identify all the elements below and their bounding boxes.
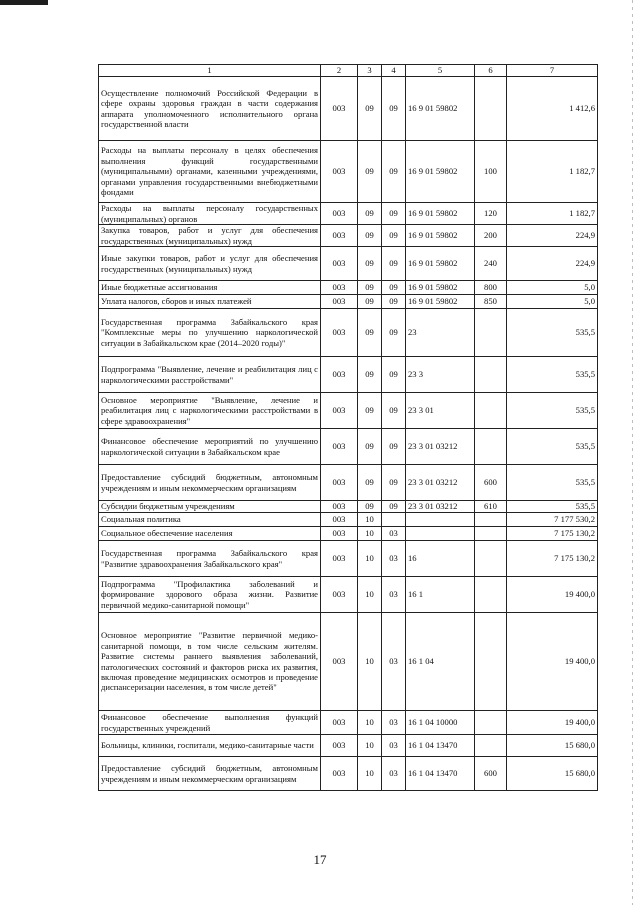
header-row bbox=[99, 65, 598, 77]
row-grbs: 003 bbox=[321, 295, 358, 309]
table-row bbox=[99, 281, 598, 295]
row-section: 10 bbox=[358, 527, 382, 541]
row-amount: 1 182,7 bbox=[507, 203, 598, 225]
row-expense-type bbox=[475, 429, 507, 465]
column-header: 4 bbox=[382, 65, 406, 77]
row-name: Подпрограмма "Профилактика заболеваний и формирование здорового образа жизни. Развитие первичной медико-санитарной помощи" bbox=[99, 577, 321, 613]
row-name: Государственная программа Забайкальского края "Развитие здравоохранения Забайкальского края" bbox=[99, 541, 321, 577]
row-target-article: 23 3 01 03212 bbox=[406, 465, 475, 501]
row-grbs: 003 bbox=[321, 613, 358, 711]
column-header: 6 bbox=[475, 65, 507, 77]
row-section: 09 bbox=[358, 247, 382, 281]
row-section: 10 bbox=[358, 711, 382, 735]
row-name: Основное мероприятие "Развитие первичной медико-санитарной помощи, в том числе сельским жителям. Развитие системы раннего выявления заболеваний, патологических состояний и факторов риска их развития, включая проведение медицинских осмотров и проведение диспансеризации населения, в том числе детей" bbox=[99, 613, 321, 711]
row-grbs: 003 bbox=[321, 513, 358, 527]
row-target-article: 16 1 04 10000 bbox=[406, 711, 475, 735]
row-name: Расходы на выплаты персоналу в целях обеспечения выполнения функций государственными (муниципальными) органами, казенными учреждениями, органами управления государственными внебюджетными фондами bbox=[99, 141, 321, 203]
row-amount: 5,0 bbox=[507, 281, 598, 295]
row-expense-type bbox=[475, 541, 507, 577]
row-subsection: 09 bbox=[382, 309, 406, 357]
table-row bbox=[99, 141, 598, 203]
column-header: 7 bbox=[507, 65, 598, 77]
row-grbs: 003 bbox=[321, 141, 358, 203]
table-row bbox=[99, 309, 598, 357]
row-expense-type: 100 bbox=[475, 141, 507, 203]
row-subsection: 03 bbox=[382, 711, 406, 735]
row-section: 10 bbox=[358, 613, 382, 711]
row-amount: 535,5 bbox=[507, 501, 598, 513]
table-row bbox=[99, 393, 598, 429]
row-subsection: 09 bbox=[382, 465, 406, 501]
row-expense-type: 610 bbox=[475, 501, 507, 513]
table-row bbox=[99, 527, 598, 541]
table-row bbox=[99, 757, 598, 791]
row-grbs: 003 bbox=[321, 757, 358, 791]
row-amount: 15 680,0 bbox=[507, 757, 598, 791]
row-target-article: 16 bbox=[406, 541, 475, 577]
row-section: 10 bbox=[358, 577, 382, 613]
row-name: Предоставление субсидий бюджетным, автономным учреждениям и иным некоммерческим организациям bbox=[99, 757, 321, 791]
table-body bbox=[99, 77, 598, 791]
row-subsection: 09 bbox=[382, 295, 406, 309]
page-number: 17 bbox=[313, 852, 327, 867]
row-amount: 535,5 bbox=[507, 393, 598, 429]
row-expense-type: 600 bbox=[475, 465, 507, 501]
table-row bbox=[99, 513, 598, 527]
row-expense-type: 240 bbox=[475, 247, 507, 281]
row-target-article: 23 3 bbox=[406, 357, 475, 393]
scan-mark bbox=[0, 0, 48, 5]
table-row bbox=[99, 465, 598, 501]
row-subsection: 09 bbox=[382, 77, 406, 141]
row-section: 09 bbox=[358, 465, 382, 501]
table-row bbox=[99, 501, 598, 513]
row-amount: 19 400,0 bbox=[507, 613, 598, 711]
table-row bbox=[99, 613, 598, 711]
table-row bbox=[99, 77, 598, 141]
row-target-article: 16 9 01 59802 bbox=[406, 225, 475, 247]
row-subsection: 09 bbox=[382, 281, 406, 295]
row-amount: 7 175 130,2 bbox=[507, 527, 598, 541]
row-subsection: 03 bbox=[382, 757, 406, 791]
row-section: 09 bbox=[358, 203, 382, 225]
row-grbs: 003 bbox=[321, 77, 358, 141]
row-section: 09 bbox=[358, 357, 382, 393]
row-name: Подпрограмма "Выявление, лечение и реабилитация лиц с наркологическими расстройствами" bbox=[99, 357, 321, 393]
row-grbs: 003 bbox=[321, 203, 358, 225]
row-subsection bbox=[382, 513, 406, 527]
column-header: 3 bbox=[358, 65, 382, 77]
table-row bbox=[99, 247, 598, 281]
row-amount: 7 175 130,2 bbox=[507, 541, 598, 577]
row-subsection: 03 bbox=[382, 735, 406, 757]
row-name: Уплата налогов, сборов и иных платежей bbox=[99, 295, 321, 309]
row-target-article: 16 1 bbox=[406, 577, 475, 613]
row-expense-type bbox=[475, 577, 507, 613]
row-grbs: 003 bbox=[321, 541, 358, 577]
row-section: 09 bbox=[358, 141, 382, 203]
row-target-article: 16 1 04 bbox=[406, 613, 475, 711]
row-subsection: 09 bbox=[382, 357, 406, 393]
row-subsection: 09 bbox=[382, 501, 406, 513]
row-name: Расходы на выплаты персоналу государственных (муниципальных) органов bbox=[99, 203, 321, 225]
row-expense-type bbox=[475, 393, 507, 429]
row-amount: 15 680,0 bbox=[507, 735, 598, 757]
row-grbs: 003 bbox=[321, 357, 358, 393]
row-name: Государственная программа Забайкальского края "Комплексные меры по улучшению наркологической ситуации в Забайкальском крае (2014–2020 годы)" bbox=[99, 309, 321, 357]
scan-edge-line bbox=[632, 0, 633, 905]
row-amount: 535,5 bbox=[507, 309, 598, 357]
row-name: Финансовое обеспечение выполнения функций государственных учреждений bbox=[99, 711, 321, 735]
row-grbs: 003 bbox=[321, 225, 358, 247]
row-name: Больницы, клиники, госпитали, медико-санитарные части bbox=[99, 735, 321, 757]
row-expense-type bbox=[475, 309, 507, 357]
row-amount: 19 400,0 bbox=[507, 711, 598, 735]
column-header: 1 bbox=[99, 65, 321, 77]
table-row bbox=[99, 735, 598, 757]
row-subsection: 09 bbox=[382, 247, 406, 281]
row-name: Осуществление полномочий Российской Федерации в сфере охраны здоровья граждан в части содержания аппарата уполномоченного исполнительного органа государственной власти bbox=[99, 77, 321, 141]
row-section: 09 bbox=[358, 309, 382, 357]
row-subsection: 03 bbox=[382, 541, 406, 577]
row-section: 09 bbox=[358, 429, 382, 465]
column-header: 5 bbox=[406, 65, 475, 77]
row-grbs: 003 bbox=[321, 247, 358, 281]
row-section: 09 bbox=[358, 77, 382, 141]
row-subsection: 09 bbox=[382, 393, 406, 429]
row-target-article: 16 1 04 13470 bbox=[406, 757, 475, 791]
row-target-article: 23 3 01 03212 bbox=[406, 429, 475, 465]
row-expense-type: 800 bbox=[475, 281, 507, 295]
table-row bbox=[99, 295, 598, 309]
row-amount: 5,0 bbox=[507, 295, 598, 309]
row-target-article: 16 9 01 59802 bbox=[406, 141, 475, 203]
row-target-article bbox=[406, 527, 475, 541]
row-amount: 535,5 bbox=[507, 429, 598, 465]
row-name: Социальная политика bbox=[99, 513, 321, 527]
row-subsection: 09 bbox=[382, 203, 406, 225]
row-section: 10 bbox=[358, 757, 382, 791]
row-amount: 224,9 bbox=[507, 247, 598, 281]
row-expense-type bbox=[475, 735, 507, 757]
budget-table bbox=[98, 64, 598, 791]
row-amount: 224,9 bbox=[507, 225, 598, 247]
row-name: Основное мероприятие "Выявление, лечение и реабилитация лиц с наркологическими расстройствами в сфере здравоохранения" bbox=[99, 393, 321, 429]
row-expense-type bbox=[475, 513, 507, 527]
row-amount: 535,5 bbox=[507, 357, 598, 393]
row-target-article bbox=[406, 513, 475, 527]
row-name: Иные бюджетные ассигнования bbox=[99, 281, 321, 295]
row-subsection: 09 bbox=[382, 141, 406, 203]
row-target-article: 16 9 01 59802 bbox=[406, 295, 475, 309]
row-amount: 7 177 530,2 bbox=[507, 513, 598, 527]
row-name: Субсидии бюджетным учреждениям bbox=[99, 501, 321, 513]
row-section: 09 bbox=[358, 393, 382, 429]
table-row bbox=[99, 357, 598, 393]
row-section: 09 bbox=[358, 295, 382, 309]
row-name: Финансовое обеспечение мероприятий по улучшению наркологической ситуации в Забайкальском крае bbox=[99, 429, 321, 465]
row-target-article: 16 9 01 59802 bbox=[406, 281, 475, 295]
row-grbs: 003 bbox=[321, 527, 358, 541]
table-row bbox=[99, 577, 598, 613]
row-target-article: 16 9 01 59802 bbox=[406, 247, 475, 281]
row-target-article: 23 bbox=[406, 309, 475, 357]
row-section: 10 bbox=[358, 541, 382, 577]
row-target-article: 16 1 04 13470 bbox=[406, 735, 475, 757]
row-subsection: 09 bbox=[382, 429, 406, 465]
row-subsection: 03 bbox=[382, 527, 406, 541]
row-amount: 19 400,0 bbox=[507, 577, 598, 613]
row-subsection: 03 bbox=[382, 613, 406, 711]
row-section: 10 bbox=[358, 513, 382, 527]
row-grbs: 003 bbox=[321, 393, 358, 429]
row-target-article: 16 9 01 59802 bbox=[406, 77, 475, 141]
row-subsection: 03 bbox=[382, 577, 406, 613]
row-grbs: 003 bbox=[321, 501, 358, 513]
row-grbs: 003 bbox=[321, 309, 358, 357]
row-grbs: 003 bbox=[321, 711, 358, 735]
row-target-article: 16 9 01 59802 bbox=[406, 203, 475, 225]
row-subsection: 09 bbox=[382, 225, 406, 247]
row-grbs: 003 bbox=[321, 577, 358, 613]
row-amount: 1 412,6 bbox=[507, 77, 598, 141]
row-expense-type bbox=[475, 711, 507, 735]
table-row bbox=[99, 711, 598, 735]
row-expense-type: 600 bbox=[475, 757, 507, 791]
row-expense-type: 850 bbox=[475, 295, 507, 309]
row-grbs: 003 bbox=[321, 281, 358, 295]
row-expense-type: 120 bbox=[475, 203, 507, 225]
row-amount: 535,5 bbox=[507, 465, 598, 501]
column-header: 2 bbox=[321, 65, 358, 77]
table-row bbox=[99, 429, 598, 465]
row-expense-type bbox=[475, 527, 507, 541]
row-name: Закупка товаров, работ и услуг для обеспечения государственных (муниципальных) нужд bbox=[99, 225, 321, 247]
table-row bbox=[99, 541, 598, 577]
table-row bbox=[99, 225, 598, 247]
row-section: 10 bbox=[358, 735, 382, 757]
row-amount: 1 182,7 bbox=[507, 141, 598, 203]
row-grbs: 003 bbox=[321, 429, 358, 465]
row-expense-type bbox=[475, 357, 507, 393]
row-name: Социальное обеспечение населения bbox=[99, 527, 321, 541]
row-section: 09 bbox=[358, 501, 382, 513]
row-target-article: 23 3 01 03212 bbox=[406, 501, 475, 513]
row-section: 09 bbox=[358, 281, 382, 295]
row-section: 09 bbox=[358, 225, 382, 247]
row-name: Иные закупки товаров, работ и услуг для обеспечения государственных (муниципальных) нужд bbox=[99, 247, 321, 281]
row-name: Предоставление субсидий бюджетным, автономным учреждениям и иным некоммерческим организациям bbox=[99, 465, 321, 501]
row-expense-type bbox=[475, 77, 507, 141]
row-expense-type: 200 bbox=[475, 225, 507, 247]
row-grbs: 003 bbox=[321, 465, 358, 501]
row-target-article: 23 3 01 bbox=[406, 393, 475, 429]
row-grbs: 003 bbox=[321, 735, 358, 757]
row-expense-type bbox=[475, 613, 507, 711]
table-row bbox=[99, 203, 598, 225]
